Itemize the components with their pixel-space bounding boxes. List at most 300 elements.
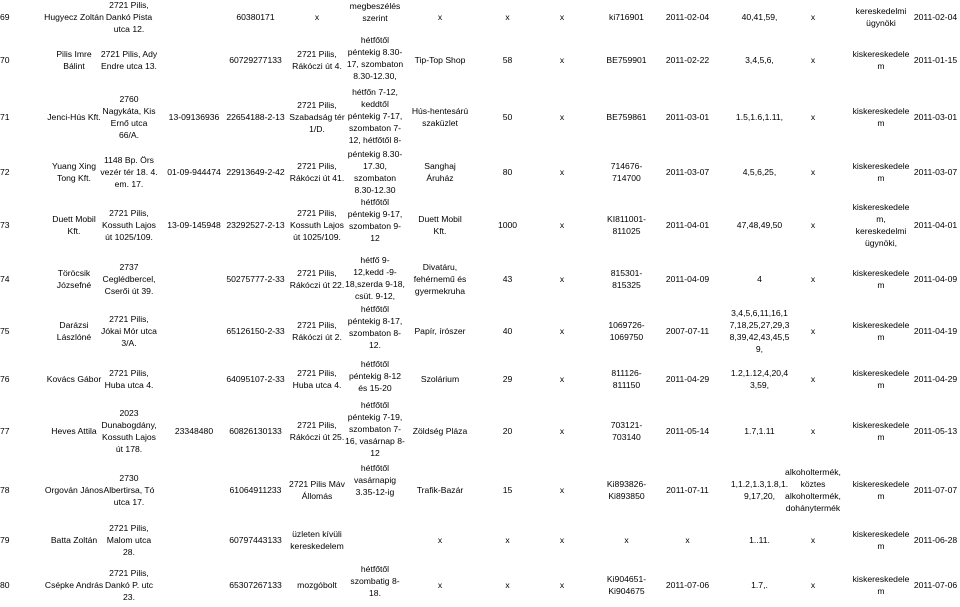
- cell-shop-name: [406, 86, 474, 148]
- cell-text: kiskereskedele m: [852, 106, 910, 128]
- cell-text: 2011-04-29: [665, 373, 710, 384]
- cell-c9: [549, 399, 575, 462]
- cell-tax: [222, 196, 289, 254]
- cell-text: Jenci-Hús Kft.: [47, 112, 101, 122]
- cell-text: x: [810, 373, 816, 384]
- cell-date: [660, 303, 715, 358]
- cell-area: [490, 517, 525, 563]
- cell-num: [0, 303, 14, 358]
- cell-text: 1..11.: [749, 535, 770, 545]
- cell-text: x: [559, 112, 565, 122]
- cell-text: x: [559, 220, 565, 230]
- cell-permit: [598, 34, 655, 86]
- cell-num: [0, 34, 14, 86]
- cell-text: 2011-04-19: [913, 325, 958, 336]
- cell-text: 50: [502, 112, 513, 122]
- cell-text: 13-09-145948: [167, 220, 221, 230]
- cell-start: [911, 0, 960, 34]
- cell-reg: [163, 86, 225, 148]
- cell-text: 2011-02-04: [665, 12, 710, 22]
- cell-reg: [163, 0, 225, 34]
- cell-hours: [344, 196, 406, 254]
- cell-tax: [222, 148, 289, 196]
- cell-text: x: [505, 535, 510, 545]
- cell-text: x: [810, 112, 816, 122]
- cell-text: 40,41,59,: [741, 12, 778, 22]
- cell-text: 2721 Pilis, Rákóczi út 25.: [289, 419, 345, 442]
- cell-shop-name: [406, 254, 474, 303]
- cell-premises: [285, 462, 349, 517]
- cell-area: [490, 86, 525, 148]
- cell-text: x: [810, 220, 816, 230]
- cell-num: [0, 462, 14, 517]
- cell-text: 1000: [497, 220, 518, 230]
- cell-shop-name: [406, 517, 474, 563]
- cell-text: hétfőtől péntekig 8-12 és 15-20: [348, 359, 402, 393]
- cell-type: [843, 399, 919, 462]
- cell-permit: [598, 196, 655, 254]
- cell-c13: [778, 462, 848, 517]
- cell-text: x: [559, 12, 565, 22]
- cell-shop-name: [406, 148, 474, 196]
- cell-text: 47,48,49,50: [736, 220, 783, 230]
- cell-text: 2011-07-06: [665, 580, 710, 590]
- cell-tax: [222, 563, 289, 607]
- cell-tax: [222, 399, 289, 462]
- cell-text: 2721 Pilis, Jókai Mór utca 3/A.: [101, 313, 157, 348]
- cell-text: kiskereskedele m: [852, 319, 910, 342]
- cell-type: [843, 86, 919, 148]
- cell-text: 15: [502, 484, 513, 495]
- cell-start: [911, 462, 960, 517]
- cell-text: 01-09-944474: [167, 167, 221, 177]
- cell-text: hétfőtől péntekig 9-17, szombaton 9- 12: [347, 197, 403, 243]
- cell-address: [92, 399, 166, 462]
- cell-area: [490, 303, 525, 358]
- cell-premises: [285, 517, 349, 563]
- cell-permit: [598, 399, 655, 462]
- cell-text: 2011-04-01: [913, 220, 958, 230]
- table-row: [0, 34, 960, 86]
- cell-text: 2011-07-06: [913, 580, 958, 590]
- cell-text: 69: [0, 12, 10, 22]
- cell-c13: [778, 148, 848, 196]
- table-row: [0, 254, 960, 303]
- cell-c9: [549, 0, 575, 34]
- cell-text: 2721 Pilis, Rákóczi út 22.: [289, 267, 345, 290]
- cell-text: 2023 Dunabogdány, Kossuth Lajos út 178.: [101, 407, 157, 454]
- cell-text: Darázsi Lászlóné: [56, 319, 92, 342]
- cell-text: 80: [502, 167, 513, 177]
- cell-text: 2721 Pilis, Kossuth Lajos út 1025/109.: [102, 208, 156, 242]
- cell-text: 2011-03-01: [913, 112, 958, 122]
- cell-shop-name: [406, 34, 474, 86]
- cell-type: [843, 358, 919, 399]
- cell-c13: [778, 0, 848, 34]
- cell-type: [843, 0, 919, 34]
- cell-text: KI811001- 811025: [606, 214, 647, 236]
- cell-text: 1.5,1.6,1.11,: [735, 112, 784, 122]
- cell-text: x: [559, 55, 565, 65]
- cell-c9: [549, 254, 575, 303]
- cell-text: x: [624, 535, 629, 545]
- cell-c9: [549, 196, 575, 254]
- cell-area: [490, 148, 525, 196]
- cell-start: [911, 148, 960, 196]
- cell-text: 75: [0, 325, 10, 336]
- table-row: [0, 196, 960, 254]
- cell-text: x: [559, 373, 565, 384]
- cell-text: BE759861: [606, 112, 647, 122]
- cell-text: Kovács Gábor: [46, 373, 102, 384]
- cell-text: 2730 Albertirsa, Tó utca 17.: [103, 472, 155, 507]
- cell-text: 2721 Pilis, Dankó Pista utca 12.: [105, 0, 153, 34]
- cell-reg: [163, 34, 225, 86]
- cell-start: [911, 517, 960, 563]
- cell-text: 72: [0, 167, 10, 177]
- cell-num: [0, 563, 14, 607]
- cell-date: [660, 399, 715, 462]
- cell-text: Hugyecz Zoltán: [44, 12, 104, 22]
- cell-reg: [163, 196, 225, 254]
- cell-area: [490, 34, 525, 86]
- cell-address: [92, 148, 166, 196]
- cell-num: [0, 86, 14, 148]
- cell-start: [911, 196, 960, 254]
- cell-address: [92, 34, 166, 86]
- cell-tax: [222, 34, 289, 86]
- cell-text: Batta Zoltán: [50, 535, 98, 545]
- cell-c13: [778, 303, 848, 358]
- cell-text: 2011-04-09: [913, 273, 958, 284]
- cell-text: hétfőtől péntekig 7-19, szombaton 7- 16, vasárnap 8- 12: [345, 400, 405, 458]
- cell-permit: [598, 563, 655, 607]
- cell-text: 61064911233: [229, 484, 282, 495]
- cell-text: kiskereskedele m, kereskedelmi ügynöki,: [852, 202, 910, 248]
- cell-text: 2721 Pilis, Ady Endre utca 13.: [100, 49, 158, 71]
- cell-date: [660, 254, 715, 303]
- cell-text: 80: [0, 580, 10, 590]
- cell-c9: [549, 303, 575, 358]
- cell-text: Trafik-Bazár: [416, 484, 464, 495]
- cell-text: 2011-07-07: [913, 484, 958, 495]
- cell-text: 2011-07-11: [666, 484, 709, 495]
- cell-text: 79: [0, 535, 10, 545]
- cell-text: Hús-hentesárú szaküzlet: [411, 106, 469, 128]
- table-row: [0, 86, 960, 148]
- cell-text: x: [559, 484, 565, 495]
- cell-text: 2011-05-13: [913, 425, 958, 436]
- cell-text: Sanghaj Áruház: [424, 161, 456, 183]
- cell-text: 1,1.2,1.3,1.8,1. 9,17,20,: [730, 478, 789, 501]
- cell-text: 50275777-2-33: [226, 273, 285, 284]
- cell-text: 3,4,5,6,11,16,1 7,18,25,27,29,3 8,39,42,43,45,5 9,: [729, 307, 790, 354]
- cell-text: 2011-04-29: [913, 373, 958, 384]
- cell-address: [92, 358, 166, 399]
- cell-shop-name: [406, 196, 474, 254]
- cell-text: x: [505, 580, 510, 590]
- cell-text: hétfőtől péntekig 8-17, szombaton 8- 12.: [347, 304, 403, 350]
- cell-text: kereskedelmi ügynöki: [855, 6, 907, 28]
- table-row: [0, 0, 960, 34]
- cell-text: x: [685, 535, 690, 545]
- cell-text: 2011-03-07: [913, 167, 958, 177]
- table-row: [0, 399, 960, 462]
- cell-text: ki716901: [609, 12, 644, 22]
- cell-premises: [285, 0, 349, 34]
- cell-text: 2011-05-14: [665, 425, 710, 436]
- cell-hours: [344, 148, 406, 196]
- cell-text: 13-09136936: [168, 112, 220, 122]
- cell-permit: [598, 254, 655, 303]
- cell-tax: [222, 0, 289, 34]
- cell-permit: [598, 86, 655, 148]
- cell-start: [911, 254, 960, 303]
- cell-date: [660, 34, 715, 86]
- cell-text: hétfőtől vasárnapig 3.35-12-ig: [353, 463, 397, 497]
- cell-text: 714676- 714700: [610, 161, 643, 183]
- cell-hours: [344, 517, 406, 563]
- cell-text: hétfőtől péntekig 8.30- 17, szombaton 8.30-12.30,: [346, 35, 404, 81]
- cell-reg: [163, 358, 225, 399]
- cell-text: BE759901: [606, 55, 647, 65]
- cell-type: [843, 563, 919, 607]
- cell-type: [843, 517, 919, 563]
- cell-num: [0, 358, 14, 399]
- cell-text: hétfő 9- 12,kedd -9- 18,szerda 9-18, csüt. 9-12,: [345, 255, 405, 301]
- cell-reg: [163, 462, 225, 517]
- cell-num: [0, 254, 14, 303]
- cell-text: x: [810, 55, 816, 65]
- cell-date: [660, 196, 715, 254]
- cell-text: Zöldség Pláza: [412, 425, 468, 436]
- cell-text: Csépke András: [44, 580, 104, 590]
- cell-premises: [285, 34, 349, 86]
- cell-num: [0, 399, 14, 462]
- cell-start: [911, 86, 960, 148]
- cell-text: 78: [0, 484, 10, 495]
- cell-premises: [285, 254, 349, 303]
- cell-text: x: [559, 580, 565, 590]
- cell-date: [660, 358, 715, 399]
- cell-text: x: [437, 12, 443, 22]
- cell-text: 2011-02-22: [665, 55, 710, 65]
- cell-reg: [163, 148, 225, 196]
- cell-permit: [598, 462, 655, 517]
- cell-reg: [163, 399, 225, 462]
- cell-text: 2011-01-15: [913, 55, 958, 65]
- cell-text: 23292527-2-13: [226, 220, 285, 230]
- cell-text: 3,4,5,6,: [745, 55, 774, 65]
- cell-text: 40: [502, 325, 513, 336]
- cell-c9: [549, 358, 575, 399]
- cell-area: [490, 399, 525, 462]
- cell-text: 1.7,1.11: [744, 425, 775, 436]
- cell-text: 22913649-2-42: [226, 167, 285, 177]
- cell-text: Pilis Imre Bálint: [56, 49, 92, 71]
- cell-date: [660, 563, 715, 607]
- cell-text: x: [559, 535, 565, 545]
- cell-text: 60380171: [236, 12, 275, 22]
- cell-start: [911, 303, 960, 358]
- cell-area: [490, 358, 525, 399]
- cell-text: Heves Attila: [51, 425, 97, 436]
- cell-address: [92, 517, 166, 563]
- cell-reg: [163, 563, 225, 607]
- cell-c13: [778, 399, 848, 462]
- cell-text: 1148 Bp. Örs vezér tér 18. 4. em. 17.: [100, 155, 158, 189]
- cell-type: [843, 196, 919, 254]
- cell-c9: [549, 148, 575, 196]
- cell-date: [660, 462, 715, 517]
- cell-text: 2011-02-04: [913, 12, 958, 22]
- cell-text: 2721 Pilis Máv Állomás: [289, 478, 345, 501]
- cell-text: kiskereskedele m: [852, 574, 910, 596]
- cell-shop-name: [406, 358, 474, 399]
- cell-text: 60729277133: [229, 55, 282, 65]
- cell-text: 23348480: [174, 425, 214, 436]
- cell-text: péntekig 8.30- 17.30, szombaton 8.30-12.30: [347, 149, 403, 195]
- cell-text: Duett Mobil Kft.: [418, 214, 462, 236]
- cell-text: 22654188-2-13: [226, 112, 285, 122]
- cell-text: 4: [757, 273, 762, 284]
- cell-text: 58: [502, 55, 513, 65]
- cell-address: [92, 254, 166, 303]
- cell-type: [843, 462, 919, 517]
- cell-text: x: [437, 535, 443, 545]
- cell-text: x: [810, 535, 816, 545]
- table-row: [0, 517, 960, 563]
- cell-text: 2760 Nagykáta, Kis Ernő utca 66/A.: [102, 94, 156, 140]
- cell-c13: [778, 34, 848, 86]
- cell-text: 2721 Pilis, Malom utca 28.: [106, 523, 152, 557]
- cell-text: x: [437, 580, 443, 590]
- cell-text: x: [559, 425, 565, 436]
- cell-hours: [344, 34, 406, 86]
- cell-c9: [549, 86, 575, 148]
- cell-text: 20: [502, 425, 513, 436]
- table-row: [0, 358, 960, 399]
- cell-start: [911, 34, 960, 86]
- cell-text: x: [810, 273, 816, 284]
- cell-area: [490, 0, 525, 34]
- cell-tax: [222, 303, 289, 358]
- cell-hours: [344, 462, 406, 517]
- cell-text: 2721 Pilis, Szabadság tér 1/D.: [289, 100, 345, 134]
- cell-premises: [285, 196, 349, 254]
- cell-premises: [285, 148, 349, 196]
- cell-text: 76: [0, 373, 10, 384]
- cell-text: kiskereskedele m: [852, 478, 910, 501]
- table-row: [0, 563, 960, 607]
- cell-num: [0, 148, 14, 196]
- cell-type: [843, 303, 919, 358]
- cell-hours: [344, 399, 406, 462]
- cell-text: 2721 Pilis, Dankó P. utc 23.: [104, 568, 154, 602]
- cell-address: [92, 0, 166, 34]
- cell-hours: [344, 0, 406, 34]
- cell-text: 29: [502, 373, 513, 384]
- cell-text: kiskereskedele m: [852, 267, 910, 290]
- cell-text: 2721 Pilis, Huba utca 4.: [292, 367, 342, 390]
- cell-shop-name: [406, 563, 474, 607]
- cell-address: [92, 462, 166, 517]
- cell-premises: [285, 399, 349, 462]
- cell-c9: [549, 462, 575, 517]
- cell-tax: [222, 86, 289, 148]
- cell-c13: [778, 517, 848, 563]
- cell-text: 2011-03-01: [665, 112, 710, 122]
- cell-text: Yuang Xing Tong Kft.: [52, 161, 96, 183]
- cell-text: 1.2,1.12,4,20,4 3,59,: [730, 367, 789, 390]
- cell-text: Ki904651- Ki904675: [606, 574, 647, 596]
- cell-text: x: [810, 167, 816, 177]
- cell-text: 2737 Ceglédbercel, Cserői út 39.: [102, 261, 156, 296]
- cell-permit: [598, 148, 655, 196]
- cell-text: kiskereskedele m: [852, 49, 910, 71]
- cell-type: [843, 148, 919, 196]
- cell-text: x: [314, 12, 320, 22]
- cell-date: [660, 0, 715, 34]
- cell-text: 60797443133: [229, 535, 282, 545]
- cell-text: kiskereskedele m: [852, 367, 910, 390]
- cell-premises: [285, 358, 349, 399]
- cell-text: Ki893826- Ki893850: [606, 478, 647, 501]
- cell-text: 2721 Pilis, Rákóczi út 4.: [292, 49, 342, 71]
- cell-text: 2721 Pilis, Rákóczi út 2.: [292, 319, 342, 342]
- cell-text: 65307267133: [229, 580, 282, 590]
- cell-text: x: [810, 12, 816, 22]
- cell-text: 2011-06-28: [913, 535, 958, 545]
- cell-date: [660, 517, 715, 563]
- cell-text: Töröcsik Józsefné: [56, 267, 92, 290]
- cell-text: 70: [0, 55, 10, 65]
- cell-reg: [163, 517, 225, 563]
- cell-num: [0, 517, 14, 563]
- cell-text: Szolárium: [420, 373, 460, 384]
- cell-reg: [163, 254, 225, 303]
- cell-c13: [778, 563, 848, 607]
- cell-text: 60826130133: [229, 425, 282, 436]
- cell-num: [0, 0, 14, 34]
- table-row: [0, 303, 960, 358]
- cell-text: 2007-07-11: [665, 325, 710, 336]
- cell-text: 65126150-2-33: [226, 325, 285, 336]
- cell-text: hétfőtől szombatig 8- 18.: [350, 564, 400, 598]
- cell-address: [92, 303, 166, 358]
- cell-date: [660, 86, 715, 148]
- cell-text: 64095107-2-33: [226, 373, 285, 384]
- cell-hours: [344, 86, 406, 148]
- cell-tax: [222, 358, 289, 399]
- cell-text: 2721 Pilis, Kossuth Lajos út 1025/109.: [290, 208, 344, 242]
- cell-text: 811126- 811150: [611, 367, 642, 390]
- cell-text: x: [559, 167, 565, 177]
- cell-shop-name: [406, 0, 474, 34]
- cell-c13: [778, 358, 848, 399]
- cell-text: 2011-03-07: [665, 167, 710, 177]
- cell-text: x: [559, 273, 565, 284]
- cell-text: 2721 Pilis, Rákóczi út 41.: [289, 161, 345, 183]
- cell-text: 2011-04-09: [665, 273, 710, 284]
- cell-reg: [163, 303, 225, 358]
- cell-text: Orgován János: [44, 484, 104, 495]
- cell-text: 43: [502, 273, 513, 284]
- cell-permit: [598, 0, 655, 34]
- cell-text: 2721 Pilis, Huba utca 4.: [104, 367, 154, 390]
- cell-c13: [778, 86, 848, 148]
- cell-permit: [598, 358, 655, 399]
